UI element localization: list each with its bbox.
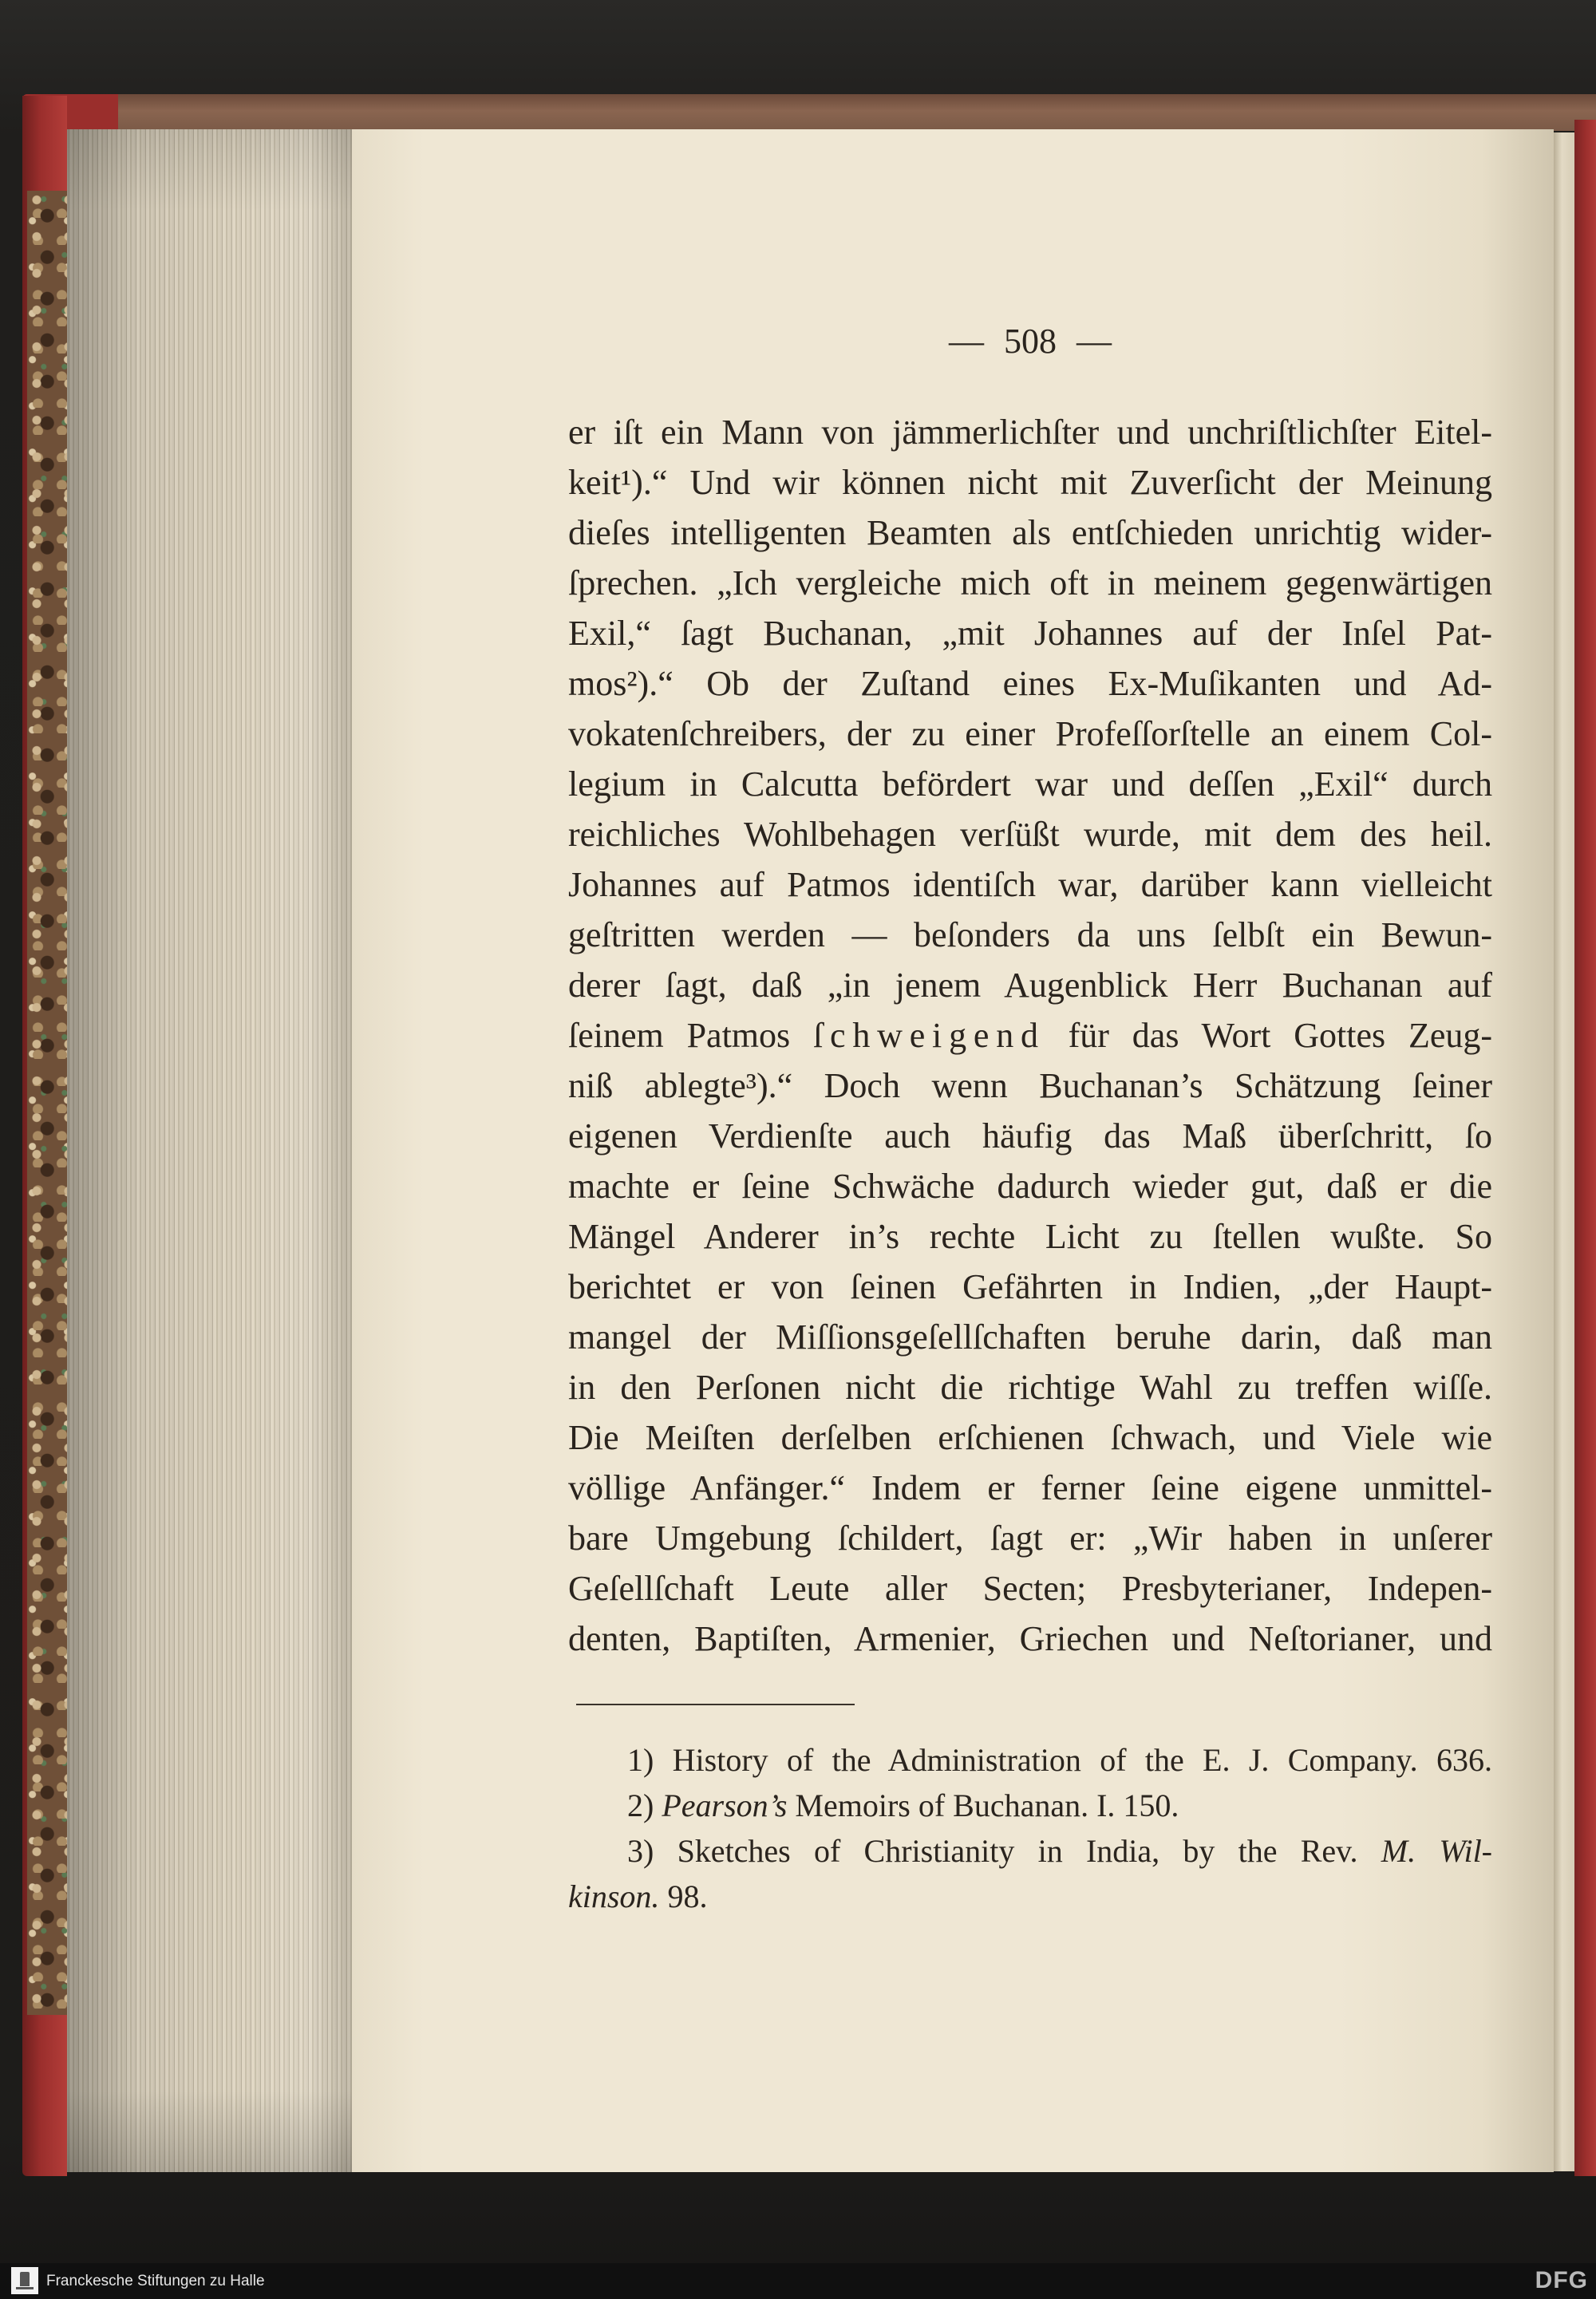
text-line: ſprechen. „Ich vergleiche mich oft in meinem gegenwärtigen — [568, 563, 1492, 602]
footnote-text: 98. — [667, 1878, 708, 1914]
text-line: bare Umgebung ſchildert, ſagt er: „Wir haben in unſerer — [568, 1519, 1492, 1558]
book-cover-top-edge — [22, 94, 1596, 131]
emphasized-word: ſchweigend — [813, 1016, 1045, 1055]
footnote — [568, 1737, 1492, 1783]
text-line: vokatenſchreibers, der zu einer Profeſſorſtelle an einem Col- — [568, 714, 1492, 753]
text-line: niß ablegte³).“ Doch wenn Buchanan’s Schätzung ſeiner — [568, 1066, 1492, 1105]
text-line: geſtritten werden — beſonders da uns ſelbſt ein Bewun- — [568, 915, 1492, 954]
footnote-text: History of the Administration of the E. J. Company. 636. — [672, 1742, 1492, 1778]
footnote-italic-text: M. Wil- — [1381, 1833, 1492, 1869]
text-line: Geſellſchaft Leute aller Secten; Presbyterianer, Indepen- — [568, 1569, 1492, 1608]
text-line: Exil,“ ſagt Buchanan, „mit Johannes auf der Inſel Pat- — [568, 614, 1492, 653]
body-text — [568, 407, 1492, 1664]
text-line: Johannes auf Patmos identiſch war, darüber kann vielleicht — [568, 865, 1492, 904]
institution-name: Franckesche Stiftungen zu Halle — [46, 2273, 265, 2289]
footnote-italic-text: kinson. — [568, 1878, 660, 1914]
footnote — [568, 1783, 1492, 1828]
footnote-text: Memoirs of Buchanan. I. 150. — [795, 1787, 1179, 1823]
footnote-marker: 3) — [627, 1833, 654, 1869]
text-line: mangel der Miſſionsgeſellſchaften beruhe darin, daß man — [568, 1317, 1492, 1357]
footnote-italic-text: Pearson’s — [662, 1787, 788, 1823]
text-line: Mängel Anderer in’s rechte Licht zu ſtellen wußte. So — [568, 1217, 1492, 1256]
text-line: völlige Anfänger.“ Indem er ferner ſeine eigene unmittel- — [568, 1468, 1492, 1507]
text-line: mos²).“ Ob der Zuſtand eines Ex-Muſikanten und Ad- — [568, 664, 1492, 703]
text-line: er iſt ein Mann von jämmerlichſter und unchriſtlichſter Eitel- — [568, 413, 1492, 452]
text-segment: für das Wort Gottes Zeug- — [1068, 1016, 1492, 1055]
text-line: denten, Baptiſten, Armenier, Griechen und Neſtorianer, und — [568, 1619, 1492, 1658]
dfg-logo: DFG — [1535, 2267, 1588, 2293]
footnote-text: Sketches of Christianity in India, by the Rev. — [677, 1833, 1358, 1869]
institution-logo-icon — [11, 2267, 38, 2294]
text-line: berichtet er von ſeinen Gefährten in Indien, „der Haupt- — [568, 1267, 1492, 1306]
text-line: derer ſagt, daß „in jenem Augenblick Herr Buchanan auf — [568, 966, 1492, 1005]
text-line: reichliches Wohlbehagen verſüßt wurde, mit dem des heil. — [568, 815, 1492, 854]
footnotes — [568, 1737, 1492, 1919]
text-line: legium in Calcutta befördert war und deſſen „Exil“ durch — [568, 764, 1492, 804]
footnote — [568, 1828, 1492, 1874]
footnote-rule — [576, 1704, 855, 1705]
facing-page-sliver — [1554, 132, 1574, 2171]
text-segment: ſeinem Patmos — [568, 1016, 791, 1055]
text-line — [568, 1010, 1492, 1061]
page-stack-fore-edge — [67, 129, 352, 2172]
text-line: keit¹).“ Und wir können nicht mit Zuverſicht der Meinung — [568, 463, 1492, 502]
text-line: Die Meiſten derſelben erſchienen ſchwach, und Viele wie — [568, 1418, 1492, 1457]
book-cover-right — [1574, 120, 1596, 2176]
text-line: eigenen Verdienſte auch häufig das Maß überſchritt, ſo — [568, 1116, 1492, 1155]
marbled-endpaper — [27, 191, 67, 2015]
footnote-marker: 1) — [627, 1742, 654, 1778]
text-line: machte er ſeine Schwäche dadurch wieder gut, daß er die — [568, 1167, 1492, 1206]
text-line: in den Perſonen nicht die richtige Wahl zu treffen wiſſe. — [568, 1368, 1492, 1407]
page-number: — 508 — — [949, 322, 1112, 361]
footnote-continuation — [568, 1874, 1492, 1919]
text-line: dieſes intelligenten Beamten als entſchieden unrichtig wider- — [568, 513, 1492, 552]
footnote-marker: 2) — [627, 1787, 654, 1823]
